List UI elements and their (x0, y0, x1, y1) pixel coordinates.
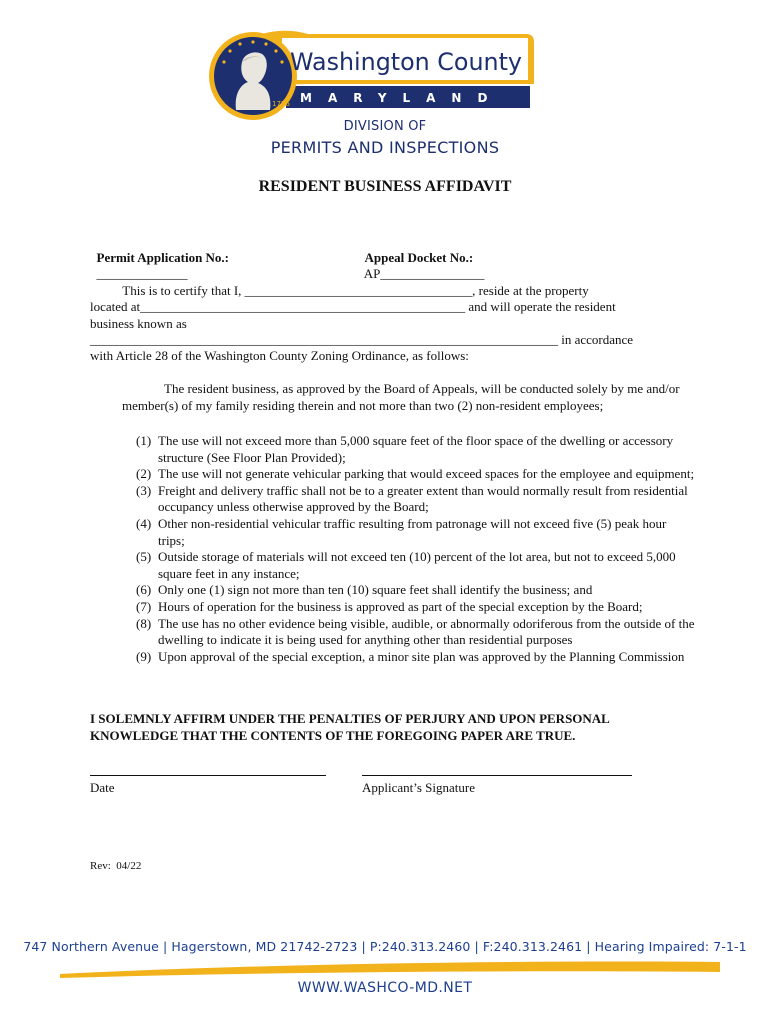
item-number: (6) (136, 582, 152, 598)
item-number: (3) (136, 482, 152, 498)
list-item (136, 516, 696, 549)
item-number: (1) (136, 433, 152, 448)
list-item (136, 616, 696, 649)
permit-application-label: Permit Application No.: (96, 250, 230, 265)
list-item (136, 582, 696, 599)
item-text: Only one (1) sign not more than ten (10) square feet shall identify the business; and (158, 582, 593, 598)
list-item (136, 433, 696, 466)
list-item (136, 599, 696, 616)
seal-year: 1776 (272, 100, 290, 108)
certify-line-4[interactable]: ________________________________________________________________________ in accordance (90, 332, 634, 347)
list-item (136, 466, 696, 483)
logo-state: MARYLAND (300, 91, 504, 105)
item-text: The use will not generate vehicular parking that would exceed spaces for the employee and equipment; (158, 466, 695, 482)
item-number: (2) (136, 466, 152, 482)
appeal-docket-row (358, 234, 484, 282)
applicant-signature-label: Applicant’s Signature (362, 780, 476, 795)
item-number: (7) (136, 598, 152, 614)
list-item (136, 549, 696, 582)
appeal-docket-field[interactable]: AP________________ (363, 266, 485, 281)
revision-label: Rev: 04/22 (90, 860, 142, 872)
list-item (136, 649, 696, 666)
affirmation-statement: I SOLEMNLY AFFIRM UNDER THE PENALTIES OF PERJURY AND UPON PERSONAL KNOWLEDGE THAT THE CONTENTS OF THE FOREGOING PAPER ARE TRUE. (90, 711, 610, 743)
conditions-list (136, 433, 696, 665)
item-text: Upon approval of the special exception, a minor site plan was approved by the Planning Commission (158, 648, 685, 664)
item-text: Freight and delivery traffic shall not be to a greater extent than would normally result from residential occupancy unless otherwise approved by the Board; (158, 482, 688, 515)
document-title: RESIDENT BUSINESS AFFIDAVIT (258, 178, 512, 195)
date-signature-line[interactable] (90, 775, 326, 776)
item-number: (5) (136, 549, 152, 565)
date-label: Date (90, 780, 115, 795)
item-text: The use has no other evidence being visible, audible, or abnormally odoriferous from the outside of the dwelling to indicate it is being used for anything other than residential purposes (158, 615, 695, 648)
division-label: DIVISION OF (343, 119, 427, 134)
item-text: Outside storage of materials will not exceed ten (10) percent of the lot area, but not to exceed 5,000 square feet in any instance; (158, 549, 676, 581)
permit-application-field[interactable]: ______________ (96, 266, 188, 281)
certify-line-2[interactable]: located at__________________________________________________ and will operate the resident (90, 299, 616, 314)
permit-application-row (90, 234, 229, 282)
item-number: (8) (136, 615, 152, 631)
footer-swoosh (60, 958, 720, 982)
item-text: Other non-residential vehicular traffic resulting from patronage will not exceed five (5) peak hour trips; (158, 515, 667, 548)
intro-paragraph: The resident business, as approved by the Board of Appeals, will be conducted solely by me and/or member(s) of my family residing therein and not more than two (2) non-resident employees; (122, 381, 680, 413)
certify-line-5: with Article 28 of the Washington County Zoning Ordinance, as follows: (90, 348, 469, 363)
department-label: PERMITS AND INSPECTIONS (270, 138, 500, 157)
item-text: Hours of operation for the business is approved as part of the special exception by the Board; (158, 598, 643, 614)
item-number: (9) (136, 648, 152, 664)
appeal-docket-label: Appeal Docket No.: (364, 250, 474, 265)
certify-line-3: business known as (90, 316, 187, 331)
certify-line-1[interactable]: This is to certify that I, ___________________________________, reside at the property (90, 283, 589, 298)
logo-wordmark: Washington County (290, 48, 522, 76)
county-logo (208, 26, 538, 126)
item-number: (4) (136, 515, 152, 531)
item-text: The use will not exceed more than 5,000 square feet of the floor space of the dwelling or accessory structure (See Floor Plan Provided); (158, 433, 674, 465)
list-item (136, 483, 696, 516)
applicant-signature-line[interactable] (362, 775, 632, 776)
footer-address: 747 Northern Avenue | Hagerstown, MD 21742-2723 | P:240.313.2460 | F:240.313.2461 | Hearing Impaired: 7-1-1 (23, 939, 747, 954)
footer-website-link[interactable]: WWW.WASHCO-MD.NET (297, 980, 473, 996)
